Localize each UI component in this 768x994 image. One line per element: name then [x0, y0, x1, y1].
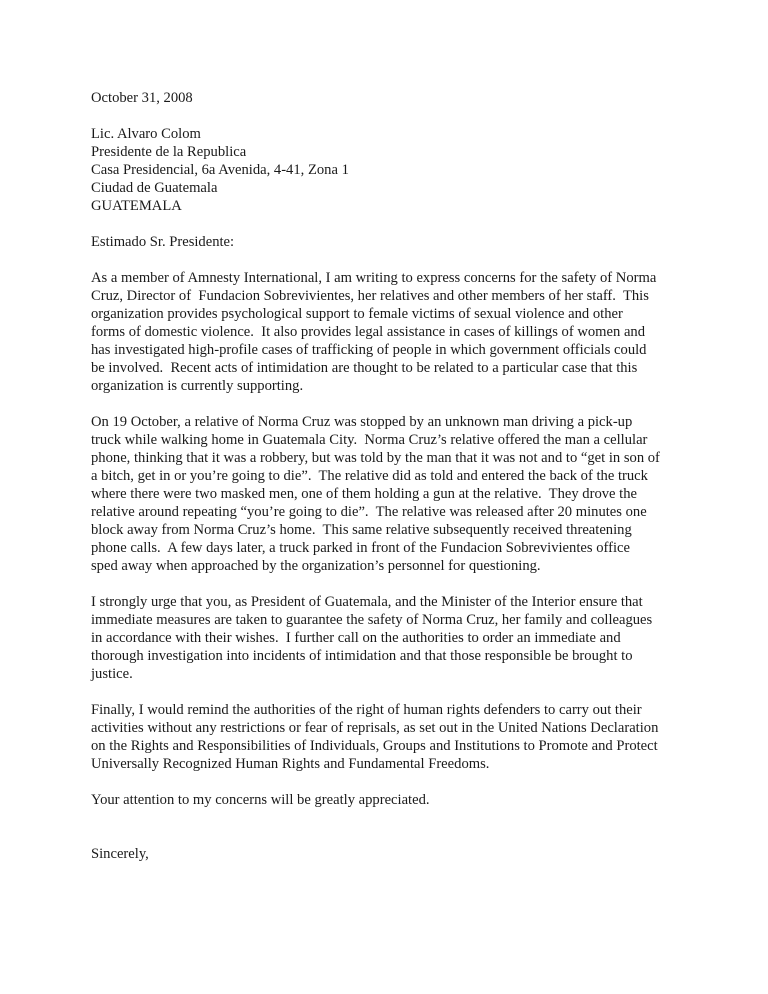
paragraph-line: activities without any restrictions or fear of reprisals, as set out in the United Nations Declaration — [91, 720, 659, 736]
paragraph-line: organization is currently supporting. — [91, 378, 304, 394]
paragraph-line: thorough investigation into incidents of intimidation and that those responsible be brought to — [91, 648, 633, 664]
address-line-city: Ciudad de Guatemala — [91, 180, 218, 196]
paragraph-line: As a member of Amnesty International, I am writing to express concerns for the safety of Norma — [91, 270, 657, 286]
paragraph-line: phone calls. A few days later, a truck parked in front of the Fundacion Sobrevivientes office — [91, 540, 630, 556]
paragraph-line: block away from Norma Cruz’s home. This same relative subsequently received threatening — [91, 522, 632, 538]
address-line-street: Casa Presidencial, 6a Avenida, 4-41, Zona 1 — [91, 162, 349, 178]
paragraph-request — [91, 593, 701, 683]
paragraph-incident — [91, 413, 701, 575]
paragraph-line: I strongly urge that you, as President of Guatemala, and the Minister of the Interior ensure that — [91, 594, 643, 610]
paragraph-line: in accordance with their wishes. I further call on the authorities to order an immediate and — [91, 630, 621, 646]
paragraph-line: Cruz, Director of Fundacion Sobrevivientes, her relatives and other members of her staff. This — [91, 288, 649, 304]
paragraph-line: Your attention to my concerns will be greatly appreciated. — [91, 792, 430, 808]
address-line-title: Presidente de la Republica — [91, 144, 247, 160]
address-line-country: GUATEMALA — [91, 198, 182, 214]
paragraph-line: On 19 October, a relative of Norma Cruz was stopped by an unknown man driving a pick-up — [91, 414, 633, 430]
letter-body — [91, 89, 701, 863]
closing-line: Sincerely, — [91, 846, 149, 862]
address-line-name: Lic. Alvaro Colom — [91, 126, 201, 142]
letter-date — [91, 89, 701, 107]
paragraph-line: be involved. Recent acts of intimidation are thought to be related to a particular case that this — [91, 360, 638, 376]
paragraph-reminder — [91, 701, 701, 773]
date-line: October 31, 2008 — [91, 90, 193, 106]
paragraph-line: forms of domestic violence. It also provides legal assistance in cases of killings of women and — [91, 324, 646, 340]
paragraph-line: immediate measures are taken to guarantee the safety of Norma Cruz, her family and colleagues — [91, 612, 653, 628]
closing-spacer — [91, 809, 701, 845]
paragraph-line: sped away when approached by the organization’s personnel for questioning. — [91, 558, 541, 574]
salutation-line: Estimado Sr. Presidente: — [91, 234, 235, 250]
paragraph-line: Universally Recognized Human Rights and Fundamental Freedoms. — [91, 756, 490, 772]
paragraph-line: organization provides psychological support to female victims of sexual violence and other — [91, 306, 623, 322]
paragraph-line: Finally, I would remind the authorities of the right of human rights defenders to carry out their — [91, 702, 642, 718]
paragraph-line: relative around repeating “you’re going to die”. The relative was released after 20 minutes one — [91, 504, 647, 520]
paragraph-line: where there were two masked men, one of them holding a gun at the relative. They drove the — [91, 486, 637, 502]
paragraph-line: justice. — [91, 666, 133, 682]
paragraph-line: a bitch, get in or you’re going to die”. The relative did as told and entered the back of the truck — [91, 468, 648, 484]
salutation — [91, 233, 701, 251]
paragraph-line: on the Rights and Responsibilities of Individuals, Groups and Institutions to Promote and Protect — [91, 738, 658, 754]
paragraph-line: truck while walking home in Guatemala City. Norma Cruz’s relative offered the man a cellular — [91, 432, 648, 448]
recipient-address — [91, 125, 701, 215]
paragraph-line: phone, thinking that it was a robbery, but was told by the man that it was not and to “get in son of — [91, 450, 660, 466]
paragraph-concerns — [91, 269, 701, 395]
paragraph-line: has investigated high-profile cases of trafficking of people in which government officials could — [91, 342, 647, 358]
closing — [91, 845, 701, 863]
paragraph-appreciation — [91, 791, 701, 809]
